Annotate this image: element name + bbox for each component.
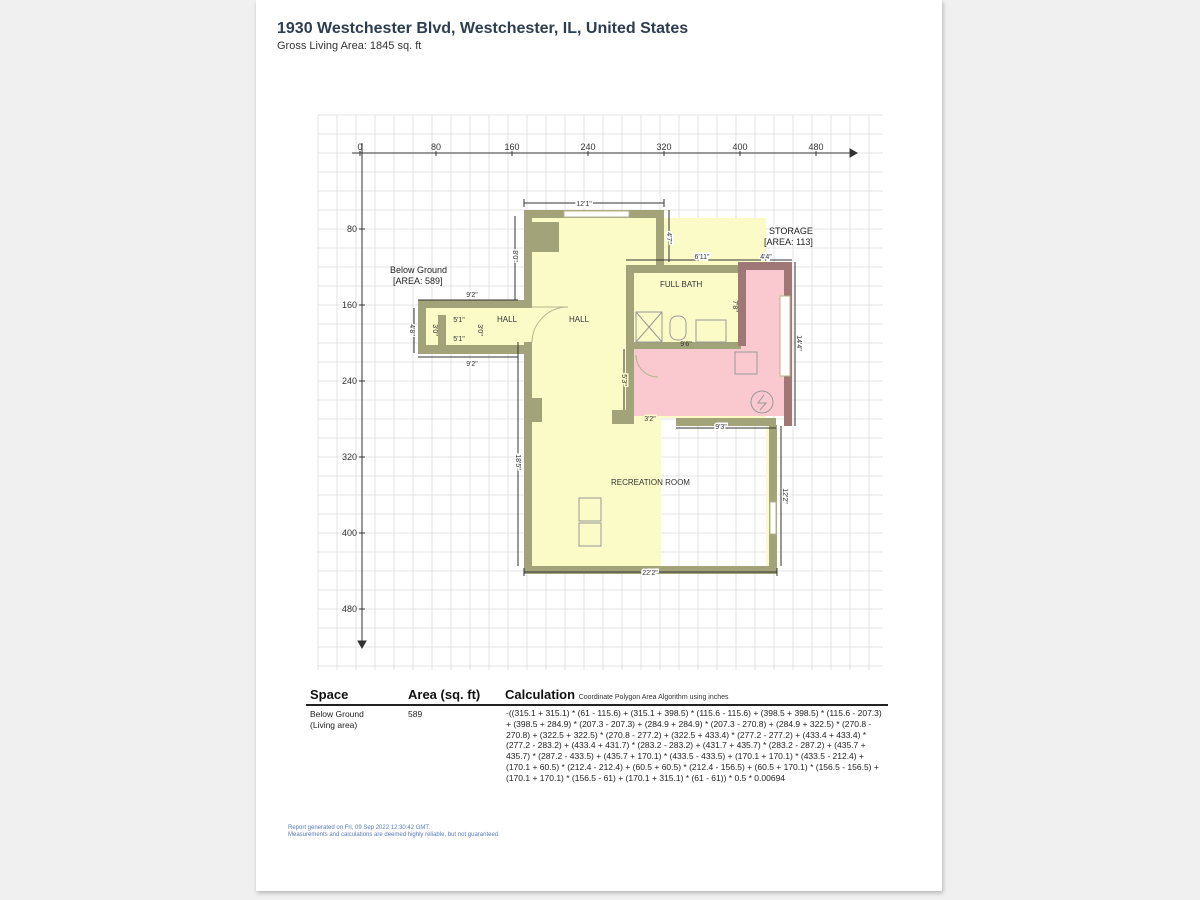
footer-generated: Report generated on Fri, 09 Sep 2022 12:30:42 GMT. <box>288 825 431 831</box>
dim-small-wall: 3'2" <box>644 416 656 423</box>
x-tick-label: 400 <box>732 142 748 152</box>
dim-hall-bottom: 9'2" <box>466 361 478 368</box>
dim-rec-top: 9'3" <box>715 424 727 431</box>
dim-rec-bottom: 22'2" <box>642 570 658 577</box>
dim-hall-side: 5'3" <box>620 374 627 386</box>
below-ground-label: Below Ground <box>390 265 448 275</box>
footer-disclaimer: Measurements and calculations are deemed highly reliable, but not guaranteed. <box>288 832 500 838</box>
gross-living-area: Gross Living Area: 1845 sq. ft <box>277 40 422 52</box>
x-tick-label: 480 <box>808 142 824 152</box>
dim-hall-top: 9'2" <box>466 292 478 299</box>
dim-rec-left: 18'5" <box>514 454 521 470</box>
y-tick-label: 240 <box>341 376 357 386</box>
x-tick-label: 80 <box>430 142 442 152</box>
dim-closet-bottom: 5'1" <box>453 336 465 343</box>
table-row-area: 589 <box>408 709 423 719</box>
dim-hall-height: 4'8" <box>408 324 415 336</box>
column-header-calculation <box>505 687 729 702</box>
x-tick-label: 0 <box>357 142 363 152</box>
dim-closet-left: 3'0" <box>431 324 438 336</box>
storage-area: [AREA: 113] <box>764 237 813 247</box>
report-page <box>256 0 942 891</box>
dim-left-upper-height: 8'0" <box>511 250 518 262</box>
dim-storage-width: 4'4" <box>760 254 772 261</box>
dim-closet-top: 5'1" <box>453 317 465 324</box>
y-tick-label: 320 <box>341 452 357 462</box>
x-tick-label: 160 <box>504 142 520 152</box>
below-ground-area: [AREA: 589] <box>393 276 443 286</box>
table-row-space <box>310 709 364 731</box>
table-row-calculation: -((315.1 + 315.1) * (61 - 115.6) + (315.1 + 398.5) * (115.6 - 115.6) + (398.5 + 398.5) * (115.6 - 207.3) + (398.5 + 284.9) * (207.3 - 207.3) + (284.9 + 284.9) * (207.3 - 270.8) + (284.9 + 322.5) * (270.8 - 270.8) + (322.5 + 322.5) * (270.8 - 277.2) + (322.5 + 433.4) * (277.2 - 277.2) + (433.4 + 433.4) * (277.2 - 283.2) + (433.4 + 431.7) * (283.2 - 283.2) + (431.7 + 435.7) * (283.2 - 287.2) + (435.7 + 435.7) * (287.2 - 433.5) + (435.7 + 170.1) * (433.5 - 433.5) + (170.1 + 170.1) * (433.5 - 212.4) + (170.1 + 60.5) * (212.4 - 212.4) + (60.5 + 60.5) * (212.4 - 156.5) + (60.5 + 170.1) * (156.5 - 156.5) + (170.1 + 170.1) * (156.5 - 61) + (170.1 + 315.1) * (61 - 61)) * 0.5 * 0.00694 <box>506 708 882 783</box>
report-footer <box>288 825 500 839</box>
space-type: (Living area) <box>310 720 358 730</box>
dim-bath-width: 6'11" <box>694 254 710 261</box>
y-tick-label: 160 <box>341 300 357 310</box>
room-label-hall: HALL <box>569 315 590 324</box>
y-tick-label: 400 <box>341 528 357 538</box>
calculation-header-note: Coordinate Polygon Area Algorithm using inches <box>578 694 729 701</box>
dim-closet-right: 3'0" <box>476 324 483 336</box>
storage-label: STORAGE <box>769 226 813 236</box>
dim-bath-bottom: 9'6" <box>680 341 692 348</box>
room-label-hall-left: HALL <box>497 315 518 324</box>
dim-top-right-height: 4'7" <box>665 232 672 244</box>
y-tick-label: 80 <box>346 224 357 234</box>
dim-storage-height: 14'4" <box>795 335 802 351</box>
x-tick-label: 320 <box>656 142 672 152</box>
column-header-space: Space <box>310 687 349 702</box>
floor-plan <box>256 0 942 680</box>
x-tick-label: 240 <box>580 142 596 152</box>
column-header-area: Area (sq. ft) <box>408 687 481 702</box>
table-header-rule <box>306 704 888 706</box>
room-label-full-bath: FULL BATH <box>660 280 703 289</box>
dim-top-width: 12'1" <box>576 201 592 208</box>
report-title: 1930 Westchester Blvd, Westchester, IL, United States <box>277 20 689 37</box>
calculation-header-label: Calculation <box>505 687 576 702</box>
y-tick-label: 480 <box>341 604 357 614</box>
dim-rec-right: 12'2" <box>781 488 788 504</box>
dim-bath-height: 7'8" <box>731 300 738 312</box>
space-name: Below Ground <box>310 709 364 719</box>
room-label-recreation-room: RECREATION ROOM <box>611 478 690 487</box>
